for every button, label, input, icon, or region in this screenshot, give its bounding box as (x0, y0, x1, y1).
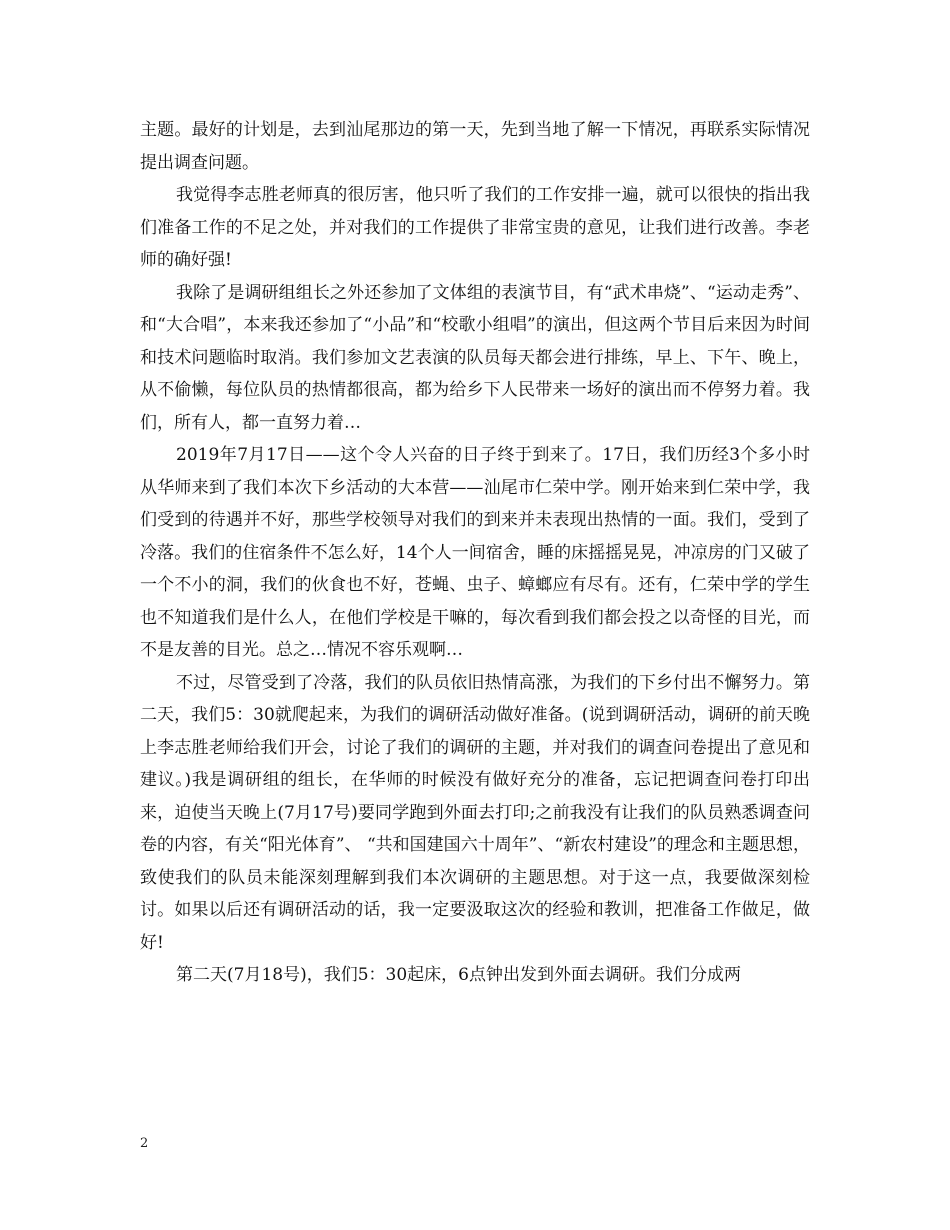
document-body (140, 114, 810, 992)
paragraph: 我除了是调研组组长之外还参加了文体组的表演节目，有“武术串烧”、“运动走秀”、和“大合唱”，本来我还参加了“小品”和“校歌小组唱”的演出，但这两个节目后来因为时间和技术问题临时取消。我们参加文艺表演的队员每天都会进行排练，早上、下午、晚上，从不偷懒，每位队员的热情都很高，都为给乡下人民带来一场好的演出而不停努力着。我们，所有人，都一直努力着… (140, 282, 810, 433)
paragraph: 不过，尽管受到了冷落，我们的队员依旧热情高涨，为我们的下乡付出不懈努力。第二天，我们5：30就爬起来，为我们的调研活动做好准备。(说到调研活动，调研的前天晚上李志胜老师给我们开会，讨论了我们的调研的主题，并对我们的调查问卷提出了意见和建议。)我是调研组的组长，在华师的时候没有做好充分的准备，忘记把调查问卷打印出来，迫使当天晚上(7月17号)要同学跑到外面去打印;之前我没有让我们的队员熟悉调查问卷的内容，有关“阳光体育”、 “共和国建国六十周年”、“新农村建设”的理念和主题思想，致使我们的队员未能深刻理解到我们本次调研的主题思想。对于这一点，我要做深刻检讨。如果以后还有调研活动的话，我一定要汲取这次的经验和教训，把准备工作做足，做好! (140, 672, 810, 953)
paragraph: 第二天(7月18号)，我们5：30起床，6点钟出发到外面去调研。我们分成两 (176, 965, 741, 985)
paragraph-continuation: 主题。最好的计划是，去到汕尾那边的第一天，先到当地了解一下情况，再联系实际情况提出调查问题。 (140, 120, 810, 173)
paragraph: 2019年7月17日——这个令人兴奋的日子终于到来了。17日，我们历经3个多小时从华师来到了我们本次下乡活动的大本营——汕尾市仁荣中学。刚开始来到仁荣中学，我们受到的待遇并不好，那些学校领导对我们的到来并未表现出热情的一面。我们，受到了冷落。我们的住宿条件不怎么好，14个人一间宿舍，睡的床摇摇晃晃，冲凉房的门又破了一个不小的洞，我们的伙食也不好，苍蝇、虫子、蟑螂应有尽有。还有，仁荣中学的学生也不知道我们是什么人，在他们学校是干嘛的，每次看到我们都会投之以奇怪的目光，而不是友善的目光。总之…情况不容乐观啊… (140, 445, 810, 660)
page-number: 2 (140, 1136, 149, 1151)
paragraph: 我觉得李志胜老师真的很厉害，他只听了我们的工作安排一遍，就可以很快的指出我们准备工作的不足之处，并对我们的工作提供了非常宝贵的意见，让我们进行改善。李老师的确好强! (140, 185, 810, 270)
